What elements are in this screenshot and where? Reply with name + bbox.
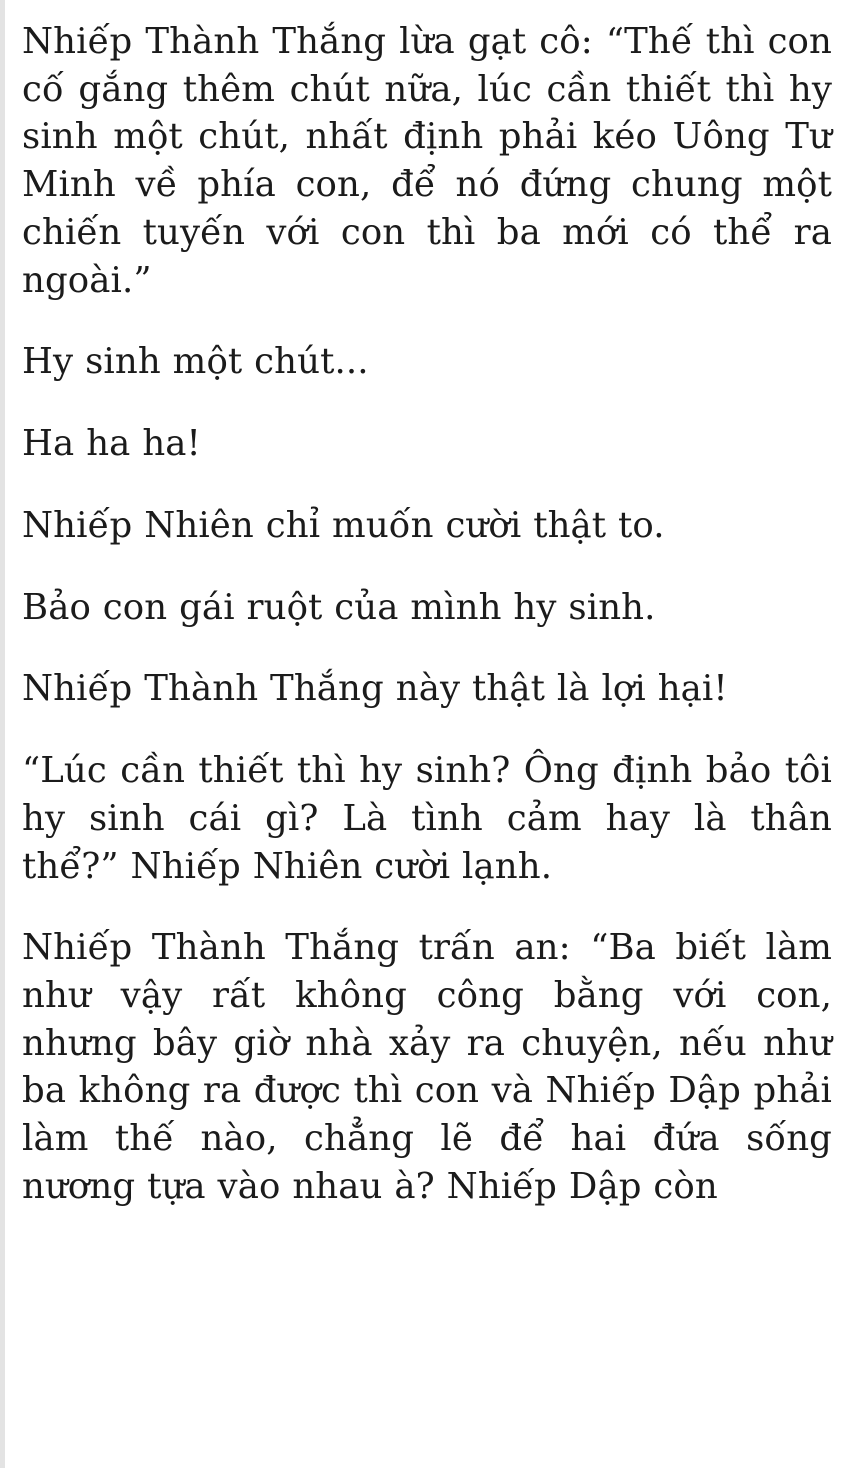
paragraph: Nhiếp Thành Thắng lừa gạt cô: “Thế thì con cố gắng thêm chút nữa, lúc cần thiết thì hy sinh một chút, nhất định phải kéo Uông Tư Minh về phía con, để nó đứng chung một chiến tuyến với con thì ba mới có thể ra ngoài.” [22,21,832,301]
page-edge-divider [0,0,5,1468]
paragraph: Nhiếp Thành Thắng này thật là lợi hại! [22,668,728,710]
paragraph: “Lúc cần thiết thì hy sinh? Ông định bảo tôi hy sinh cái gì? Là tình cảm hay là thân thể?” Nhiếp Nhiên cười lạnh. [22,750,832,887]
paragraph: Ha ha ha! [22,423,201,465]
paragraph: Nhiếp Nhiên chỉ muốn cười thật to. [22,504,665,546]
paragraph: Hy sinh một chút... [22,341,369,383]
paragraph: Bảo con gái ruột của mình hy sinh. [22,586,656,628]
paragraph: Nhiếp Thành Thắng trấn an: “Ba biết làm như vậy rất không công bằng với con, nhưng bây giờ nhà xảy ra chuyện, nếu như ba không ra được thì con và Nhiếp Dập phải làm thế nào, chẳng lẽ để hai đứa sống nương tựa vào nhau à? Nhiếp Dập còn [22,927,832,1207]
